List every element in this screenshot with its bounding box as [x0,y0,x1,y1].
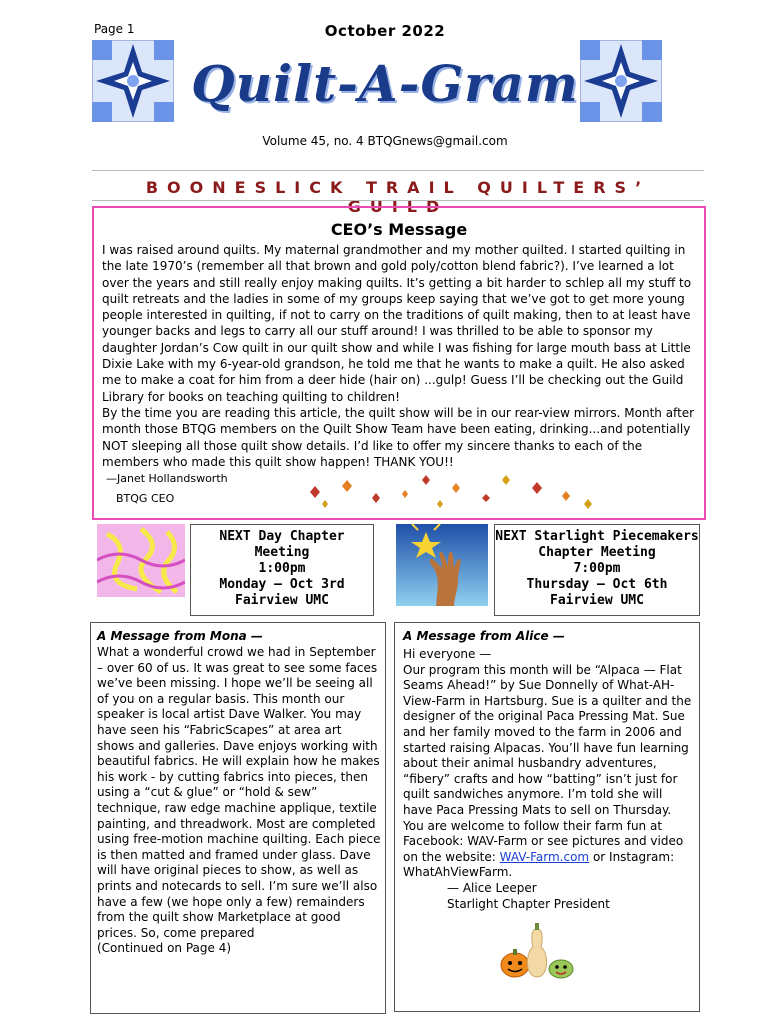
guild-name: BOONESLICK TRAIL QUILTERS’ GUILD [145,178,651,216]
next-starlight-line-3: 7:00pm [573,561,621,576]
alice-body-part-2: or Instagram: WhatAhViewFarm. [403,849,675,880]
wav-farm-link[interactable]: WAV-Farm.com [499,849,590,864]
next-starlight-line-4: Thursday — Oct 6th [526,577,668,592]
alice-message-heading: A Message from Alice — [403,629,565,643]
next-starlight-line-5: Fairview UMC [550,593,644,608]
hand-reaching-star-image [396,524,488,606]
next-day-chapter-meeting-box [190,524,374,616]
header-rule-bottom [92,200,704,201]
next-starlight-meeting-text [495,529,699,609]
alice-signature-name: — Alice Leeper [447,880,537,895]
ceo-message-title: CEO’s Message [330,220,468,239]
next-day-meeting-text [191,529,373,609]
ceo-message-body [102,242,700,470]
next-day-line-3: 1:00pm [258,561,306,576]
alice-body-part-1: Our program this month will be “Alpaca — Flat Seams Ahead!” by Sue Donnelly of What-AH-View-Farm in Hartsburg. Sue is a quilter and the designer of the original Paca Pressing Mat. Sue and her family moved to the farm in 2006 and started raising Alpacas. You’ll have fun learning about their animal husbandry adventures, “fibery” crafts and how “batting” isn’t just for quilt sandwiches anymore. I’m told she will have Paca Pressing Mats to sell on Thursday. You are welcome to follow their farm fun at Facebook: WAV-Farm or see pictures and video on the website: [403,662,692,864]
next-starlight-line-2: Chapter Meeting [538,545,656,560]
pumpkins-image [499,921,579,981]
issue-date: October 2022 [324,22,446,40]
volume-line: Volume 45, no. 4 BTQGnews@gmail.com [262,134,508,148]
next-day-line-4: Monday — Oct 3rd [219,577,345,592]
swirl-quilt-image [97,524,185,597]
page-number: Page 1 [94,22,135,36]
alice-greeting: Hi everyone — [403,647,492,661]
ceo-signature-name: —Janet Hollandsworth [106,472,228,485]
ceo-signature-title: BTQG CEO [116,492,175,505]
header-rule-top [92,170,704,171]
masthead-title: Quilt-A-Gram [191,54,579,113]
mona-body-text: What a wonderful crowd we had in September – over 60 of us. It was great to see some faces we’ve been missing. I hope we’ll be seeing all of you on a regular basis. This month our speaker is local artist Dave Walker. You may have seen his “FabricScapes” at area art shows and galleries. Dave enjoys working with beautiful fabrics. He will explain how he makes his work - by cutting fabrics into pieces, then using a “cut & glue” or “hold & sew” technique, raw edge machine applique, textile painting, and threadwork. Most are completed using free-motion machine quilting. Each piece is then matted and framed under glass. Dave will have original pieces to show, as well as prints and notecards to sell. I’m sure we’ll also have a few (we hope only a few) remainders from the quilt show Marketplace at good prices. So, come prepared [97,645,381,940]
next-day-line-2: Meeting [254,545,310,560]
ceo-message-box [92,206,706,520]
alice-message-body [403,647,695,912]
mona-continued-note: (Continued on Page 4) [97,941,232,956]
alice-message-box [394,622,700,1012]
next-starlight-meeting-box [494,524,700,616]
ceo-paragraph-1: I was raised around quilts. My maternal grandmother and my mother quilted. I started quilting in the late 1970’s (remember all that brown and gold poly/cotton blend fabric?). I’ve learned a lot over the years and still really enjoy making quilts. It’s getting a bit harder to schlep all my stuff to quilt retreats and the ladies in some of my groups keep saying that we’ve got to get more young people interested in quilting, if not to carry on the traditions of quilt making, then to at least have younger backs and legs to carry all our stuff around! I was thrilled to be able to sponsor my daughter Jordan’s Cow quilt in our quilt show and while I was fishing for large mouth bass at Little Dixie Lake with my 6-year-old grandson, he told me that he wants to make a quilt. He also asked me to make a coat for him from a deer hide (hair on) ...gulp! Guess I’ll be checking out the Guild Library for books on teaching quilting to children! [102,243,692,404]
ceo-paragraph-2: By the time you are reading this article, the quilt show will be in our rear-view mirrors. Month after month those BTQG members on the Quilt Show Team have been eating, drinking...and potentially NOT sleeping all those quilt show details. I’d like to offer my sincere thanks to each of the members who made this quilt show happen! THANK YOU!! [102,405,695,469]
alice-signature-title: Starlight Chapter President [447,896,610,911]
mona-message-heading: A Message from Mona — [97,629,263,643]
next-starlight-line-1: NEXT Starlight Piecemakers [495,529,699,544]
autumn-leaves-image [302,470,602,510]
next-day-line-5: Fairview UMC [235,593,329,608]
next-day-line-1: NEXT Day Chapter [219,529,345,544]
mona-message-body [97,645,381,957]
mona-message-box [90,622,386,1014]
